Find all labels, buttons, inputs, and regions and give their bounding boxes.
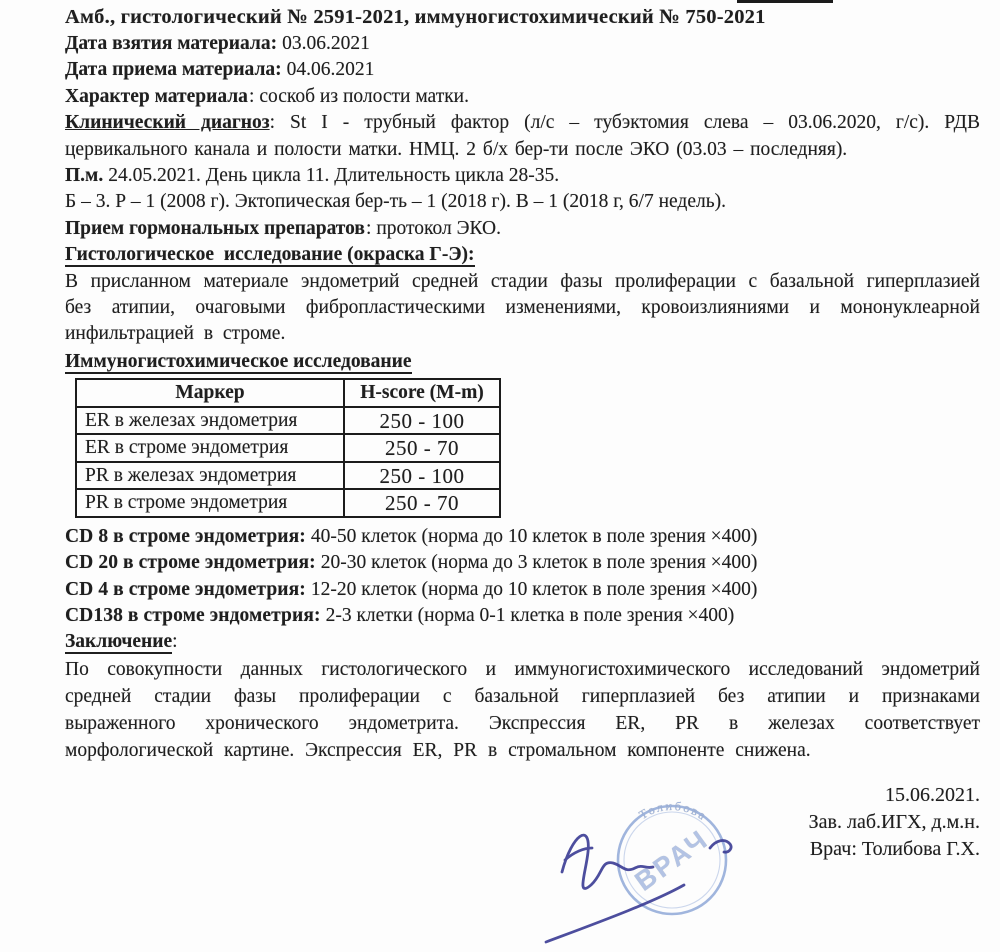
cd4-line [65,577,980,603]
field-value: соскоб из полости матки. [259,85,469,107]
table-row [76,434,500,462]
doctor-stamp-icon [618,799,726,914]
field-material [65,84,980,110]
ihc-table [75,378,501,518]
cd-label: CD138 в строме эндометрия: [65,605,321,626]
cd-value: 40-50 клеток (норма до 10 клеток в поле зрения ×400) [310,525,758,547]
hscore-cell: 250 - 100 [344,407,500,435]
signoff-block [65,782,980,864]
table-row [76,489,500,517]
signoff-date: 15.06.2021. [885,783,980,806]
field-label: Дата приема материала: [65,59,282,81]
table-row [76,407,500,435]
cd-label: CD 4 в строме эндометрия: [65,578,306,600]
signoff-doctor: Врач: Толибова Г.Х. [809,838,980,861]
conclusion-heading: Заключение: [65,631,178,653]
marker-cell: ER в железах эндометрия [76,407,344,435]
field-value: 04.06.2021 [286,59,375,81]
histology-paragraph: В присланном материале эндометрий средней стадии фазы пролиферации с базальной гиперплазией без атипии, очаговыми фибропластическими изменениями, кровоизлияниями и мононуклеарной инфильтрацией в строме. [65,270,980,345]
cd-value: 12-20 клеток (норма до 10 клеток в поле зрения ×400) [310,578,758,600]
marker-cell: ER в строме эндометрия [76,434,344,462]
diagnosis-label: Клинический диагноз [65,112,270,134]
stamp-and-signature [532,768,782,952]
cd-value: 20-30 клеток (норма до 3 клеток в поле зрения ×400) [320,552,758,574]
ihc-heading: Иммуногистохимическое исследование [65,350,412,372]
anamnesis-line: Б – 3. Р – 1 (2008 г). Эктопическая бер-ть – 1 (2018 г). В – 1 (2018 г, 6/7 недель). [65,191,726,213]
cd-value: 2-3 клетки (норма 0-1 клетка в поле зрения ×400) [325,605,735,626]
conclusion-paragraph: По совокупности данных гистологического и иммуногистохимического исследований эндометрий средней стадии фазы пролиферации с базальной гиперплазией без атипии и признаками выраженного хронического эндометрита. Экспрессия ER, PR в железах соответствует морфологической картине. Экспрессия ER, PR в стромальном компоненте снижена. [65,658,980,762]
cd8-line [65,524,980,550]
field-date-taken [65,31,980,57]
field-pm [65,163,980,189]
table-header-marker: Маркер [76,379,344,407]
scan-cut-artifact [737,0,833,3]
report-title: Амб., гистологический № 2591-2021, иммуногистохимический № 750-2021 [65,6,766,28]
diagnosis-text: : St I - трубный фактор (л/с – тубэктомия слева – 03.06.2020, г/с). РДВ цервикального канала и полости матки. НМЦ. 2 б/х бер-ти после ЭКО (03.03 – последняя). [65,112,980,160]
field-value: 24.05.2021. День цикла 11. Длительность цикла 28-35. [108,165,560,187]
field-value: протокол ЭКО. [376,217,501,239]
stamp-center-text: ВРАЧ [629,823,715,897]
hscore-cell: 250 - 100 [344,462,500,490]
table-header-hscore: H-score (M-m) [344,379,500,407]
field-value: 03.06.2021 [282,33,370,54]
marker-cell: PR в строме эндометрия [76,489,344,517]
field-label: Прием гормональных препаратов [65,217,365,239]
hscore-cell: 250 - 70 [344,489,500,517]
cd-label: CD 8 в строме эндометрия: [65,525,306,547]
field-hormones [65,216,980,242]
stamp-arc-text: Толибова [636,798,711,824]
table-header-row [76,379,500,407]
field-date-received [65,57,980,83]
colon: : [248,85,255,107]
hscore-cell: 250 - 70 [344,434,500,462]
signoff-role: Зав. лаб.ИГХ, д.м.н. [808,811,980,834]
colon: : [365,217,372,239]
field-label: П.м. [65,165,104,187]
clinical-diagnosis-paragraph [65,110,980,163]
field-label: Характер материала [65,85,248,107]
field-label: Дата взятия материала: [65,33,278,54]
histology-heading: Гистологическое исследование (окраска Г-Э): [65,244,475,266]
cd138-line [65,603,980,629]
marker-cell: PR в железах эндометрия [76,462,344,490]
cd-label: CD 20 в строме эндометрия: [65,552,316,574]
colon: : [172,631,178,653]
table-row [76,462,500,490]
cd20-line [65,550,980,576]
